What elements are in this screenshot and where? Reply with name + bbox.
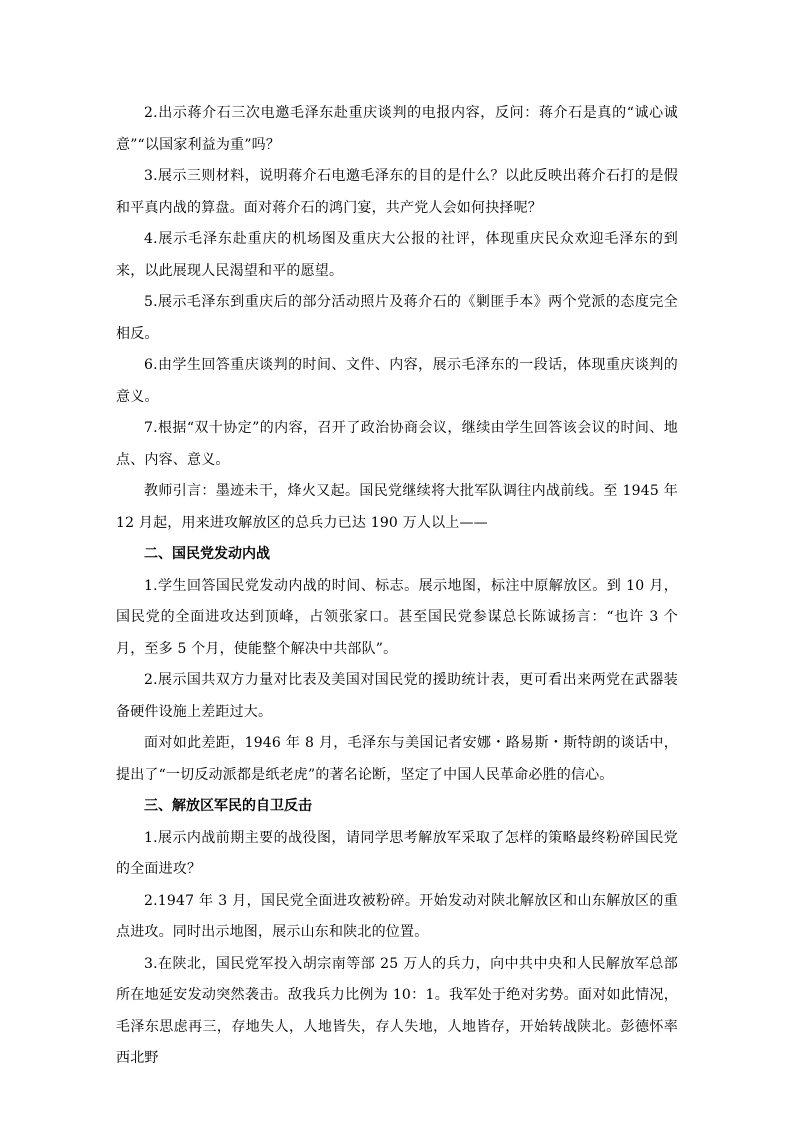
paragraph: 1.展示内战前期主要的战役图，请同学思考解放军采取了怎样的策略最终粉碎国民党的全面进攻？: [116, 829, 678, 877]
teacher-intro-paragraph: 教师引言：墨迹未干，烽火又起。国民党继续将大批军队调往内战前线。至 1945 年 12 月起，用来进攻解放区的总兵力已达 190 万人以上——: [116, 483, 678, 531]
paragraph: 5.展示毛泽东到重庆后的部分活动照片及蒋介石的《剿匪手本》两个党派的态度完全相反。: [116, 294, 678, 342]
paragraph: 1.学生回答国民党发动内战的时间、标志。展示地图，标注中原解放区。到 10 月，国民党的全面进攻达到顶峰，占领张家口。甚至国民党参谋总长陈诚扬言：“也许 3 个月，至多 5 个月，使能整个解决中共部队”。: [116, 577, 678, 657]
paragraph: 3.在陕北，国民党军投入胡宗南等部 25 万人的兵力，向中共中央和人民解放军总部所在地延安发动突然袭击。敌我兵力比例为 10：1。我军处于绝对劣势。面对如此情况，毛泽东思虑再三，存地失人，人地皆失，存人失地，人地皆存，开始转战陕北。彭德怀率西北野: [116, 955, 678, 1066]
paragraph: 4.展示毛泽东赴重庆的机场图及重庆大公报的社评，体现重庆民众欢迎毛泽东的到来，以此展现人民渴望和平的愿望。: [116, 231, 678, 279]
paragraph: 面对如此差距，1946 年 8 月，毛泽东与美国记者安娜・路易斯・斯特朗的谈话中，提出了“一切反动派都是纸老虎”的著名论断，坚定了中国人民革命必胜的信心。: [116, 735, 678, 783]
paragraph: 2.展示国共双方力量对比表及美国对国民党的援助统计表，更可看出来两党在武器装备硬件设施上差距过大。: [116, 672, 678, 720]
section-heading-2: 二、国民党发动内战: [144, 546, 270, 562]
paragraph: 2.1947 年 3 月，国民党全面进攻被粉碎。开始发动对陕北解放区和山东解放区的重点进攻。同时出示地图，展示山东和陕北的位置。: [116, 892, 678, 940]
section-heading-3: 三、解放区军民的自卫反击: [144, 798, 312, 814]
paragraph: 2.出示蒋介石三次电邀毛泽东赴重庆谈判的电报内容，反问：蒋介石是真的“诚心诚意”“以国家利益为重”吗？: [116, 105, 678, 153]
paragraph: 3.展示三则材料，说明蒋介石电邀毛泽东的目的是什么？以此反映出蒋介石打的是假和平真内战的算盘。面对蒋介石的鸿门宴，共产党人会如何抉择呢？: [116, 168, 678, 216]
document-body: [116, 98, 678, 1075]
paragraph: 7.根据“双十协定”的内容，召开了政治协商会议，继续由学生回答该会议的时间、地点、内容、意义。: [116, 420, 678, 468]
paragraph: 6.由学生回答重庆谈判的时间、文件、内容，展示毛泽东的一段话，体现重庆谈判的意义。: [116, 357, 678, 405]
